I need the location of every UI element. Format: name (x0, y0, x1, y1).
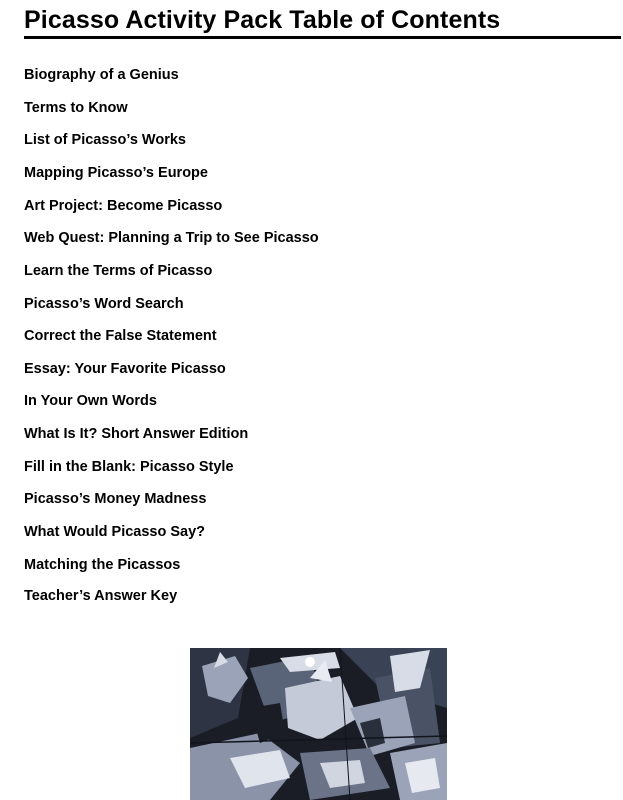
toc-item-terms-to-know: Terms to Know (24, 100, 128, 116)
toc-item-matching: Matching the Picassos (24, 557, 181, 573)
toc-item-short-answer: What Is It? Short Answer Edition (24, 426, 249, 442)
title-underline (24, 36, 621, 39)
toc-item-false-statement: Correct the False Statement (24, 328, 217, 344)
toc-item-essay: Essay: Your Favorite Picasso (24, 361, 226, 377)
toc-item-web-quest: Web Quest: Planning a Trip to See Picasso (24, 230, 319, 246)
toc-item-art-project: Art Project: Become Picasso (24, 198, 223, 214)
toc-item-what-would-say: What Would Picasso Say? (24, 524, 206, 540)
page-title: Picasso Activity Pack Table of Contents (24, 6, 501, 34)
toc-item-own-words: In Your Own Words (24, 393, 157, 409)
guernica-painting-image (190, 648, 447, 800)
toc-item-word-search: Picasso’s Word Search (24, 296, 184, 312)
toc-item-list-of-works: List of Picasso’s Works (24, 132, 186, 148)
toc-item-mapping-europe: Mapping Picasso’s Europe (24, 165, 208, 181)
toc-item-answer-key: Teacher’s Answer Key (24, 588, 178, 604)
toc-item-biography: Biography of a Genius (24, 67, 179, 83)
toc-item-fill-blank: Fill in the Blank: Picasso Style (24, 459, 234, 475)
toc-item-money-madness: Picasso’s Money Madness (24, 491, 207, 507)
toc-item-learn-terms: Learn the Terms of Picasso (24, 263, 213, 279)
